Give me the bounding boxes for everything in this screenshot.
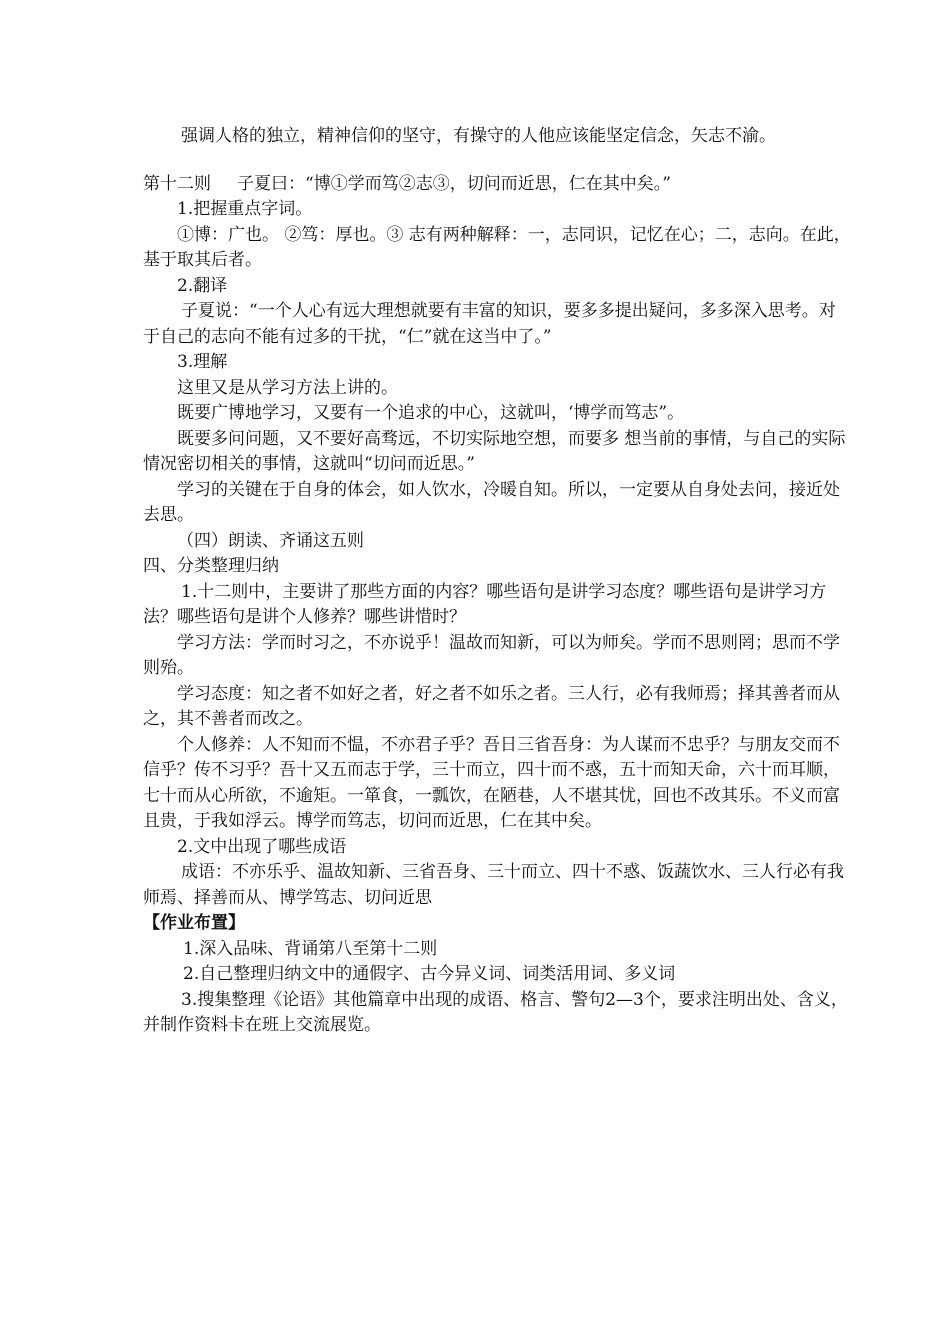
section4-q1: 1.十二则中，主要讲了那些方面的内容？哪些语句是讲学习态度？哪些语句是讲学习方法？哪些语句是讲个人修养？哪些讲惜时？ (143, 581, 827, 627)
homework-item1: 1.深入品味、背诵第八至第十二则 (183, 938, 438, 959)
rule12-s2-heading: 2.翻译 (177, 275, 228, 296)
section4-heading: 四、分类整理归纳 (143, 556, 279, 576)
rule12-s1-body: ①博：广也。 ②笃：厚也。③ 志有两种解释：一，志同识，记忆在心；二，志向。在此，基于取其后者。 (143, 224, 851, 270)
homework-heading: 【作业布置】 (143, 913, 245, 933)
rule12-s3-p3: 既要多问问题，又不要好高骛远，不切实际地空想，而要多 想当前的事情，与自己的实际情况密切相关的事情，这就叫“切问而近思。” (143, 428, 846, 474)
homework-item3: 3.搜集整理《论语》其他篇章中出现的成语、格言、警句2—3个，要求注明出处、含义，并制作资料卡在班上交流展览。 (143, 989, 848, 1035)
rule12-s2-body: 子夏说：“一个人心有远大理想就要有丰富的知识，要多多提出疑问，多多深入思考。对于自己的志向不能有过多的干扰，“仁”就在这当中了。” (143, 301, 836, 347)
rule12-s3-p4: 学习的关键在于自身的体会，如人饮水，冷暖自知。所以，一定要从自身处去问，接近处去思。 (143, 479, 840, 525)
rule12-heading (143, 172, 851, 198)
homework-item2: 2.自己整理归纳文中的通假字、古今异义词、词类活用词、多义词 (183, 964, 676, 984)
rule12-title: 第十二则 (143, 173, 211, 194)
rule12-s3-heading: 3.理解 (177, 352, 228, 372)
read-aloud-line: （四）朗读、齐诵这五则 (177, 530, 364, 551)
document-body (143, 124, 851, 1039)
section4-attitude: 学习态度：知之者不如好之者，好之者不如乐之者。三人行，必有我师焉；择其善者而从之，其不善者而改之。 (143, 683, 840, 729)
rule12-s3-p1: 这里又是从学习方法上讲的。 (177, 377, 398, 398)
section4-methods: 学习方法：学而时习之，不亦说乎！温故而知新，可以为师矣。学而不思则罔；思而不学则殆。 (143, 632, 840, 678)
rule12-s1-heading: 1.把握重点字词。 (177, 199, 313, 219)
section4-q2: 2.文中出现了哪些成语 (177, 836, 347, 857)
section4-idioms: 成语：不亦乐乎、温故知新、三省吾身、三十而立、四十不惑、饭蔬饮水、三人行必有我师焉、择善而从、博学笃志、切问近思 (143, 862, 844, 908)
rule12-s3-p2: 既要广博地学习，又要有一个追求的中心，这就叫，‘博学而笃志”。 (177, 403, 685, 423)
rule12-quote: 子夏曰：“博①学而笃②志③，切问而近思，仁在其中矣。” (237, 173, 671, 194)
intro-paragraph: 强调人格的独立，精神信仰的坚守，有操守的人他应该能坚定信念，矢志不渝。 (181, 126, 776, 146)
section4-cultivation: 个人修养：人不知而不愠，不亦君子乎？吾日三省吾身：为人谋而不忠乎？与朋友交而不信乎？传不习乎？吾十又五而志于学，三十而立，四十而不惑，五十而知天命，六十而耳顺，七十而从心所欲，不逾矩。一箪食，一瓢饮，在陋巷，人不堪其忧，回也不改其乐。不义而富且贵，于我如浮云。博学而笃志，切问而近思，仁在其中矣。 (143, 734, 840, 831)
